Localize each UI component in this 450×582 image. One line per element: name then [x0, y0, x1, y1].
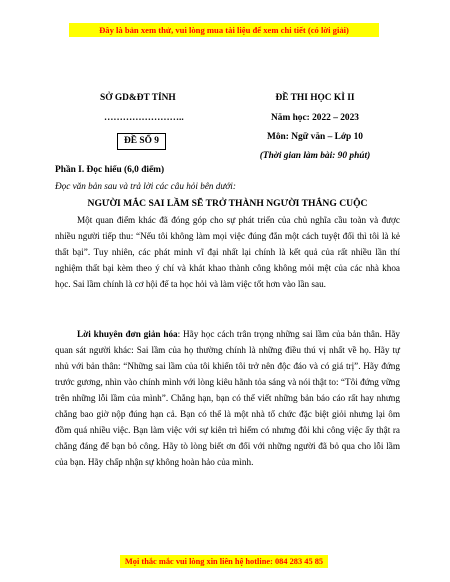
- province-blank: ……………………..: [104, 113, 184, 123]
- department-label: SỞ GD&ĐT TỈNH: [100, 93, 176, 103]
- school-year: Năm học: 2022 – 2023: [270, 113, 359, 123]
- hotline-footer: Mọi thắc mắc vui lòng xin liên hệ hotline: 084 283 45 85: [120, 555, 328, 568]
- passage-paragraph-2: [55, 326, 400, 470]
- section-title: Phần I. Đọc hiểu (6,0 điểm): [55, 165, 165, 175]
- advice-lead: Lời khuyên đơn giản hóa: [77, 329, 178, 339]
- passage-paragraph-1: Một quan điểm khác đã đóng góp cho sự phát triển của chủ nghĩa cầu toàn và được nhiều người tiếp thu: “Nếu tôi không làm mọi việc đúng đắn một cách tuyệt đối thì tôi là kẻ thất bại”. Tuy nhiên, các phát minh vĩ đại nhất lại chính là kết quả của rất nhiều lần thí nghiệm thất bại kèm theo ý chí và khát khao thành công không mỏi mệt của các nhà khoa học. Sai lầm chính là cơ hội để ta học hỏi và làm việc tốt hơn vào lần sau.: [55, 215, 400, 289]
- exam-number-box: ĐỀ SỐ 9: [117, 133, 166, 150]
- passage-title: NGƯỜI MẮC SAI LẦM SẼ TRỞ THÀNH NGƯỜI THẮNG CUỘC: [87, 198, 368, 209]
- exam-title: ĐỀ THI HỌC KÌ II: [275, 93, 355, 103]
- advice-body: : Hãy học cách trân trọng những sai lầm của bản thân. Hãy quan sát người khác: Sai lầm của họ thường chính là những điều thú vị nhất về họ. Hãy tự nhủ với bản thân: “Những sai lầm của tôi khiến tôi trở nên độc đáo và có giá trị”. Hãy đứng trước gương, nhìn vào chính mình với lòng kiêu hãnh tỏa sáng và nói thật to: “Tôi đứng vững trên những lỗi lầm của mình”. Chẳng hạn, bạn có thể viết những bản báo cáo rất hay nhưng chẳng bao giờ nộp đúng hạn cả. Bạn có thể là một nhà tổ chức đặc biệt giỏi nhưng lại ôm đồm quá nhiều việc. Bạn làm việc với sự kiên trì hiếm có nhưng đôi khi công việc ấy thật ra chẳng đáng để bạn bỏ công. Hãy tò lòng biết ơn đối với những người đã bỏ qua cho lỗi lầm của bạn. Hãy chấp nhận sự không hoàn hảo của mình.: [55, 329, 400, 467]
- subject-grade: Môn: Ngữ văn – Lớp 10: [267, 132, 363, 142]
- preview-banner: Đây là bản xem thử, vui lòng mua tài liệu để xem chi tiết (có lời giải): [69, 23, 379, 37]
- reading-instruction: Đọc văn bản sau và trả lời các câu hỏi bên dưới:: [55, 181, 236, 191]
- exam-duration: (Thời gian làm bài: 90 phút): [259, 151, 371, 161]
